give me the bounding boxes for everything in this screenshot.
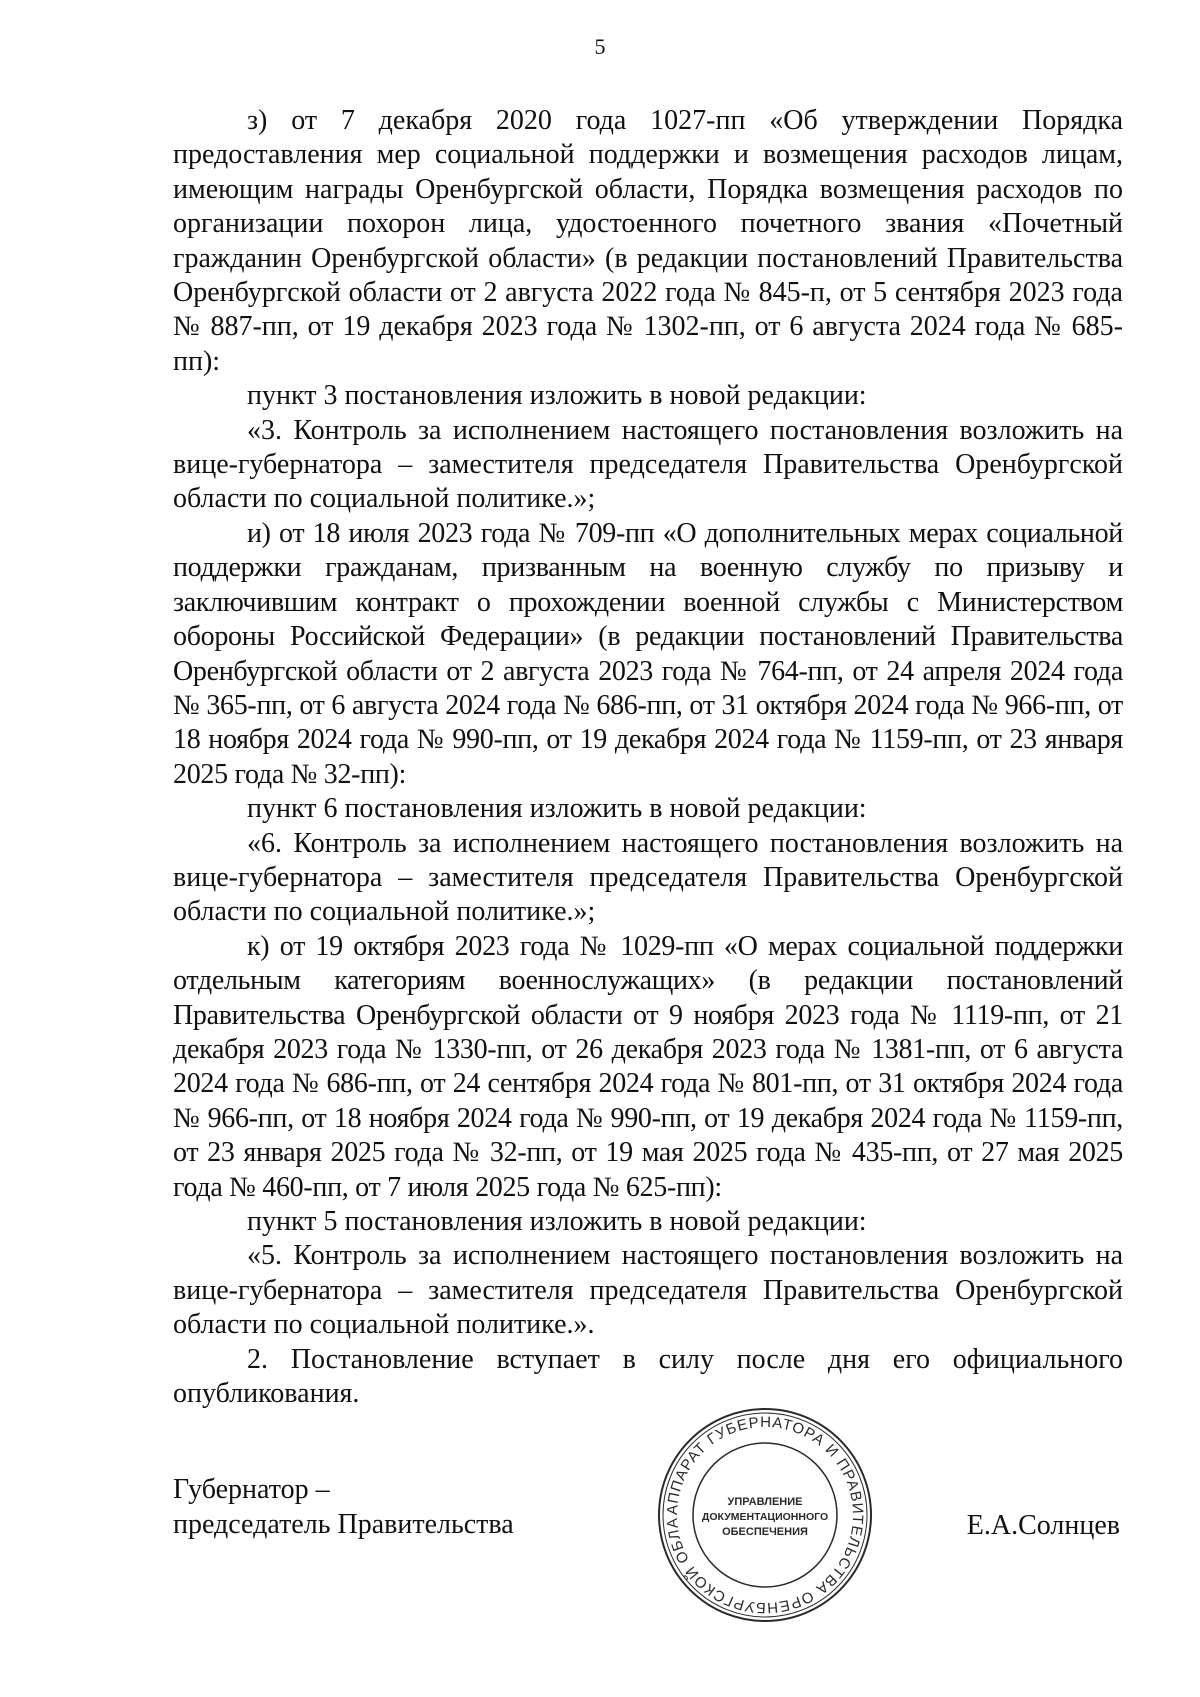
signatory-title-line1: Губернатор – (173, 1474, 330, 1505)
paragraph-control-6: «6. Контроль за исполнением настоящего постановления возложить на вице-губернатора – заместителя председателя Правительства Оренбургской области по социальной политике.»; (173, 827, 1123, 928)
paragraph-effective: 2. Постановление вступает в силу после дня его официального опубликования. (173, 1343, 1123, 1410)
paragraph-punkt-6: пункт 6 постановления изложить в новой редакции: (247, 793, 867, 825)
official-seal (655, 1405, 875, 1625)
paragraph-z: з) от 7 декабря 2020 года 1027-пп «Об утверждении Порядка предоставления мер социальной поддержки и возмещения расходов лицам, имеющим награды Оренбургской области, Порядка возмещения расходов по организации похорон лица, удостоенного почетного звания «Почетный гражданин Оренбургской области» (в редакции постановлений Правительства Оренбургской области от 2 августа 2022 года № 845-п, от 5 сентября 2023 года № 887-пп, от 19 декабря 2023 года № 1302-пп, от 6 августа 2024 года № 685-пп): (173, 105, 1123, 377)
paragraph-k: к) от 19 октября 2023 года № 1029-пп «О мерах социальной поддержки отдельным категориям военнослужащих» (в редакции постановлений Правительства Оренбургской области от 9 ноября 2023 года № 1119-пп, от 21 декабря 2023 года № 1330-пп, от 26 декабря 2023 года № 1381-пп, от 6 августа 2024 года № 686-пп, от 24 сентября 2024 года № 801-пп, от 31 октября 2024 года № 966-пп, от 18 ноября 2024 года № 990-пп, от 19 декабря 2024 года № 1159-пп, от 23 января 2025 года № 32-пп, от 19 мая 2025 года № 435-пп, от 27 мая 2025 года № 460-пп, от 7 июля 2025 года № 625-пп): (173, 930, 1123, 1203)
signatory-title-line2: председатель Правительства (173, 1509, 514, 1540)
seal-icon (655, 1405, 875, 1625)
paragraph-control-5: «5. Контроль за исполнением настоящего постановления возложить на вице-губернатора – заместителя председателя Правительства Оренбургской области по социальной политике.». (173, 1240, 1123, 1341)
page-number: 5 (594, 34, 606, 59)
seal-center-line1: УПРАВЛЕНИЕ (727, 1496, 803, 1508)
paragraph-i: и) от 18 июля 2023 года № 709-пп «О дополнительных мерах социальной поддержки гражданам, призванным на военную службу по призыву и заключившим контракт о прохождении военной службы с Министерством обороны Российской Федерации» (в редакции постановлений Правительства Оренбургской области от 2 августа 2023 года № 764-пп, от 24 апреля 2024 года № 365-пп, от 6 августа 2024 года № 686-пп, от 31 октября 2024 года № 966-пп, от 18 ноября 2024 года № 990-пп, от 19 декабря 2024 года № 1159-пп, от 23 января 2025 года № 32-пп): (173, 517, 1123, 790)
seal-center-line2: ДОКУМЕНТАЦИОННОГО (701, 1511, 829, 1523)
paragraph-control-3: «3. Контроль за исполнением настоящего постановления возложить на вице-губернатора – заместителя председателя Правительства Оренбургской области по социальной политике.»; (173, 414, 1123, 515)
document-body (173, 104, 1123, 1411)
signatory-name: Е.А.Солнцев (966, 1510, 1120, 1541)
signatory-title (173, 1472, 514, 1542)
paragraph-punkt-5: пункт 5 постановления изложить в новой редакции: (247, 1206, 867, 1237)
seal-center-line3: ОБЕСПЕЧЕНИЯ (722, 1526, 808, 1538)
seal-ring-text: АППАРАТ ГУБЕРНАТОРА И ПРАВИТЕЛЬСТВА ОРЕНБУРГСКОЙ ОБЛА (663, 1413, 867, 1617)
paragraph-punkt-3: пункт 3 постановления изложить в новой редакции: (247, 380, 867, 412)
